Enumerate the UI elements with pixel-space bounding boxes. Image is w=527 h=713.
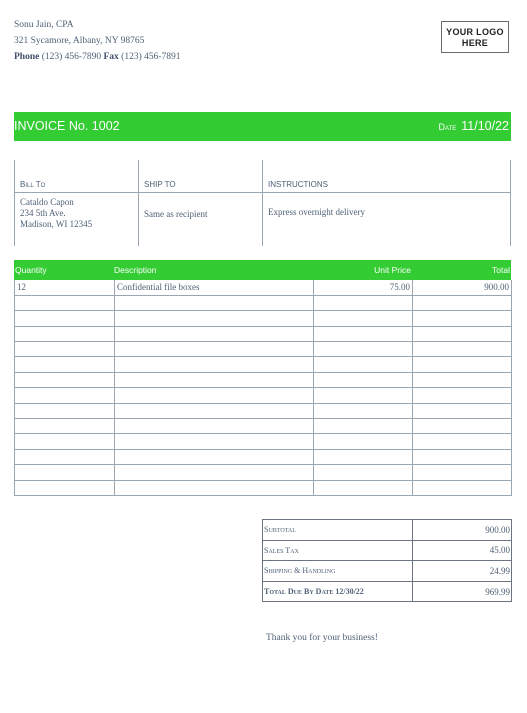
empty-table-row xyxy=(15,480,512,495)
instructions-label: INSTRUCTIONS xyxy=(268,180,328,189)
cell-quantity xyxy=(15,311,115,326)
sender-address: 321 Sycamore, Albany, NY 98765 xyxy=(14,36,145,46)
col-unit-price: Unit Price xyxy=(374,265,411,275)
cell-description xyxy=(115,465,314,480)
cell-quantity xyxy=(15,403,115,418)
cell-unit-price xyxy=(314,342,413,357)
cell-unit-price xyxy=(314,449,413,464)
empty-table-row xyxy=(15,403,512,418)
cell-quantity xyxy=(15,480,115,495)
cell-total: 900.00 xyxy=(413,280,512,295)
cell-total xyxy=(413,357,512,372)
col-description: Description xyxy=(114,265,157,275)
cell-total xyxy=(413,388,512,403)
empty-table-row xyxy=(15,311,512,326)
cell-quantity xyxy=(15,465,115,480)
phone-label: Phone xyxy=(14,52,40,62)
cell-quantity xyxy=(15,326,115,341)
empty-table-row xyxy=(15,388,512,403)
cell-description: Confidential file boxes xyxy=(115,280,314,295)
totals-table xyxy=(262,519,512,602)
bill-to-street: 234 5th Ave. xyxy=(20,208,66,218)
shipping-label: Shipping & Handling xyxy=(263,561,413,582)
cell-description xyxy=(115,403,314,418)
phone-value: (123) 456-7890 xyxy=(41,52,102,62)
bill-to-label: Bill To xyxy=(20,180,46,189)
sales-tax-row xyxy=(263,540,512,561)
cell-quantity xyxy=(15,419,115,434)
empty-table-row xyxy=(15,465,512,480)
empty-table-row xyxy=(15,357,512,372)
empty-table-row xyxy=(15,372,512,387)
total-due-row xyxy=(263,581,512,602)
table-row xyxy=(15,280,512,295)
cell-total xyxy=(413,449,512,464)
empty-table-row xyxy=(15,419,512,434)
empty-table-row xyxy=(15,342,512,357)
cell-unit-price xyxy=(314,295,413,310)
cell-total xyxy=(413,465,512,480)
cell-unit-price xyxy=(314,388,413,403)
empty-table-row xyxy=(15,295,512,310)
cell-quantity xyxy=(15,295,115,310)
cell-total xyxy=(413,342,512,357)
invoice-title-bar xyxy=(14,112,511,141)
subtotal-label: Subtotal xyxy=(263,520,413,541)
cell-description xyxy=(115,295,314,310)
empty-table-row xyxy=(15,434,512,449)
cell-total xyxy=(413,295,512,310)
logo-line-2: HERE xyxy=(461,38,489,48)
items-table xyxy=(14,280,512,496)
date-value: 11/10/22 xyxy=(461,119,509,133)
cell-quantity xyxy=(15,388,115,403)
sales-tax-value: 45.00 xyxy=(413,540,512,561)
cell-unit-price xyxy=(314,434,413,449)
subtotal-value: 900.00 xyxy=(413,520,512,541)
cell-description xyxy=(115,326,314,341)
sender-name: Sonu Jain, CPA xyxy=(14,20,74,30)
cell-unit-price xyxy=(314,372,413,387)
cell-total xyxy=(413,480,512,495)
shipping-row xyxy=(263,561,512,582)
cell-quantity xyxy=(15,372,115,387)
thank-you-note: Thank you for your business! xyxy=(266,633,378,643)
empty-table-row xyxy=(15,326,512,341)
cell-quantity: 12 xyxy=(15,280,115,295)
date-label: Date xyxy=(438,122,457,132)
cell-quantity xyxy=(15,434,115,449)
bill-to-value xyxy=(20,197,92,230)
cell-unit-price xyxy=(314,480,413,495)
sender-block xyxy=(14,17,181,65)
cell-unit-price xyxy=(314,419,413,434)
ship-to-value: Same as recipient xyxy=(144,209,208,219)
logo-line-1: YOUR LOGO xyxy=(446,27,504,37)
cell-quantity xyxy=(15,449,115,464)
subtotal-row xyxy=(263,520,512,541)
cell-unit-price xyxy=(314,403,413,418)
invoice-number: INVOICE No. 1002 xyxy=(14,119,120,133)
cell-total xyxy=(413,311,512,326)
cell-total xyxy=(413,434,512,449)
fax-label: Fax xyxy=(103,52,119,62)
cell-description xyxy=(115,388,314,403)
ship-to-label: SHIP TO xyxy=(144,180,176,189)
cell-description xyxy=(115,449,314,464)
cell-description xyxy=(115,480,314,495)
logo-placeholder xyxy=(441,21,509,53)
cell-unit-price xyxy=(314,465,413,480)
total-due-label: Total Due By Date 12/30/22 xyxy=(263,581,413,602)
bill-to-name: Cataldo Capon xyxy=(20,197,74,207)
shipping-value: 24.99 xyxy=(413,561,512,582)
cell-unit-price xyxy=(314,357,413,372)
bill-to-city: Madison, WI 12345 xyxy=(20,219,93,229)
fax-value: (123) 456-7891 xyxy=(121,52,181,62)
col-total: Total xyxy=(492,265,510,275)
sender-contact xyxy=(14,49,181,65)
cell-total xyxy=(413,326,512,341)
total-due-value: 969.99 xyxy=(413,581,512,602)
invoice-date xyxy=(439,119,509,133)
cell-unit-price xyxy=(314,326,413,341)
cell-description xyxy=(115,311,314,326)
cell-description xyxy=(115,357,314,372)
empty-table-row xyxy=(15,449,512,464)
sales-tax-label: Sales Tax xyxy=(263,540,413,561)
cell-total xyxy=(413,372,512,387)
instructions-value: Express overnight delivery xyxy=(268,207,365,217)
cell-unit-price xyxy=(314,311,413,326)
col-quantity: Quantity xyxy=(15,265,47,275)
cell-total xyxy=(413,419,512,434)
address-section xyxy=(14,160,511,246)
cell-description xyxy=(115,372,314,387)
items-table-header xyxy=(14,260,511,280)
cell-unit-price: 75.00 xyxy=(314,280,413,295)
cell-description xyxy=(115,434,314,449)
cell-description xyxy=(115,342,314,357)
cell-total xyxy=(413,403,512,418)
cell-quantity xyxy=(15,342,115,357)
cell-description xyxy=(115,419,314,434)
cell-quantity xyxy=(15,357,115,372)
